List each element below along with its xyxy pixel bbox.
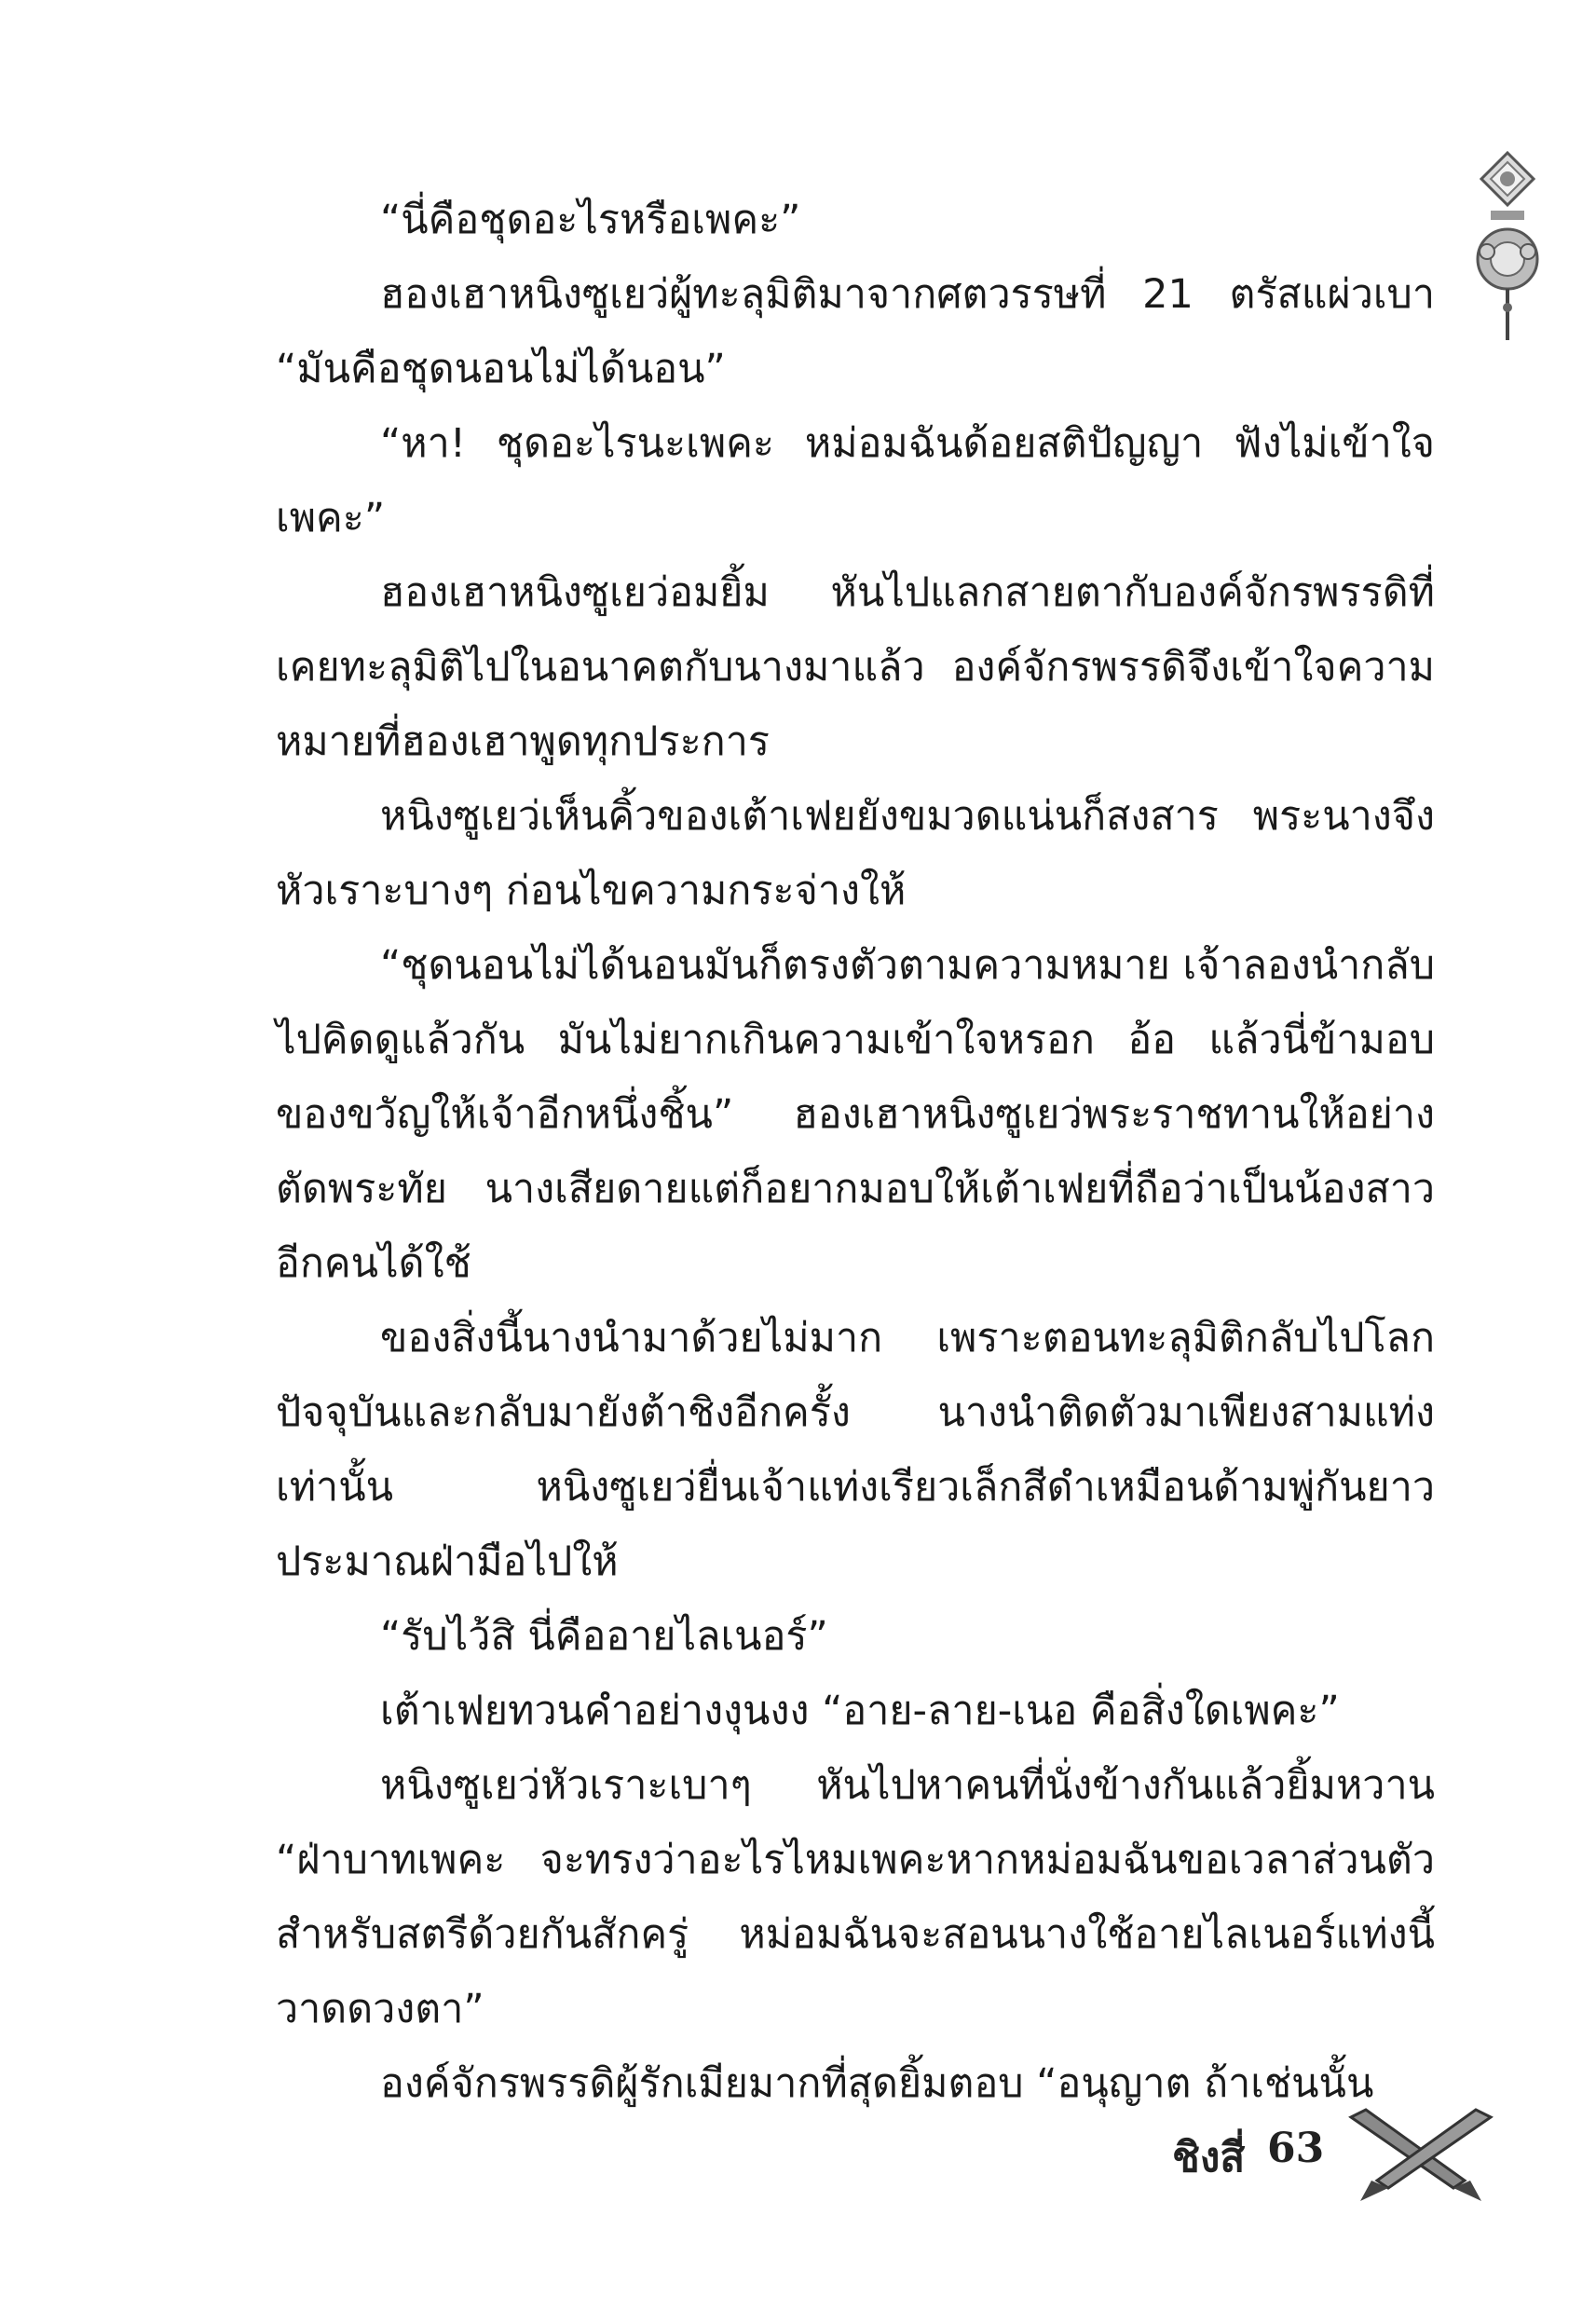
paragraph: หนิงซูเยว่หัวเราะเบาๆ หันไปหาคนที่นั่งข้างกันแล้วยิ้มหวาน “ฝ่าบาทเพคะ จะทรงว่าอะไรไหมเพคะหากหม่อมฉันขอเวลาส่วนตัวสำหรับสตรีด้วยกันสักครู่ หม่อมฉันจะสอนนางใช้อายไลเนอร์แท่งนี้วาดดวงตา” <box>276 1762 1435 2032</box>
book-title: ชิงสี่ <box>1172 2134 1246 2181</box>
paragraph: องค์จักรพรรดิผู้รักเมียมากที่สุดยิ้มตอบ “อนุญาต ถ้าเช่นนั้น <box>380 2060 1374 2107</box>
paragraph: “หา! ชุดอะไรนะเพคะ หม่อมฉันด้อยสติปัญญา ฟังไม่เข้าใจเพคะ” <box>276 420 1435 541</box>
page-number: 63 <box>1267 2125 1325 2172</box>
crossed-knives-icon <box>1342 2104 1500 2207</box>
paragraph: เต้าเฟยทวนคำอย่างงุนงง “อาย-ลาย-เนอ คือสิ่งใดเพคะ” <box>380 1688 1340 1734</box>
ornament-icon <box>1470 149 1545 345</box>
paragraph: หนิงซูเยว่เห็นคิ้วของเต้าเฟยยังขมวดแน่นก็สงสาร พระนางจึงหัวเราะบางๆ ก่อนไขความกระจ่างให้ <box>276 793 1435 914</box>
paragraph: ของสิ่งนี้นางนำมาด้วยไม่มาก เพราะตอนทะลุมิติกลับไปโลกปัจจุบันและกลับมายังต้าชิงอีกครั้ง นางนำติดตัวมาเพียงสามแท่งเท่านั้น หนิงซูเยว่ยื่นเจ้าแท่งเรียวเล็กสีดำเหมือนด้ามพู่กันยาวประมาณฝ่ามือไปให้ <box>276 1315 1435 1585</box>
paragraph: ฮองเฮาหนิงซูเยว่อมยิ้ม หันไปแลกสายตากับองค์จักรพรรดิที่เคยทะลุมิติไปในอนาคตกับนางมาแล้ว องค์จักรพรรดิจึงเข้าใจความหมายที่ฮองเฮาพูดทุกประการ <box>276 569 1435 765</box>
paragraph: “ชุดนอนไม่ได้นอนมันก็ตรงตัวตามความหมาย เจ้าลองนำกลับไปคิดดูแล้วกัน มันไม่ยากเกินความเข้าใจหรอก อ้อ แล้วนี่ข้ามอบของขวัญให้เจ้าอีกหนึ่งชิ้น” ฮองเฮาหนิงซูเยว่พระราชทานให้อย่างตัดพระทัย นางเสียดายแต่ก็อยากมอบให้เต้าเฟยที่ถือว่าเป็นน้องสาวอีกคนได้ใช้ <box>276 942 1435 1287</box>
paragraph: “รับไว้สิ นี่คืออายไลเนอร์” <box>380 1613 828 1660</box>
paragraph: “นี่คือชุดอะไรหรือเพคะ” <box>380 197 801 243</box>
body-text <box>276 183 1435 2121</box>
page-footer <box>1155 2104 1528 2216</box>
paragraph: ฮองเฮาหนิงซูเยว่ผู้ทะลุมิติมาจากศตวรรษที่ 21 ตรัสแผ่วเบา “มันคือชุดนอนไม่ได้นอน” <box>276 271 1435 392</box>
